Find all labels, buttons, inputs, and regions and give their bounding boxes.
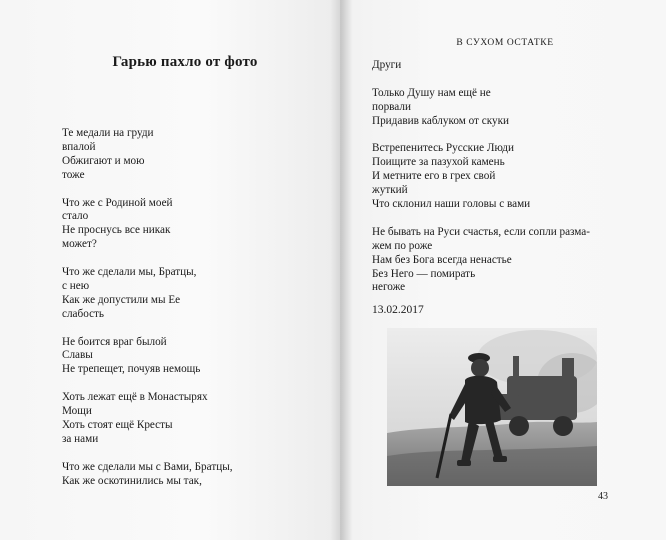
soldier-photo (387, 328, 597, 486)
stanza (62, 197, 322, 253)
poem-line: Славы (62, 349, 93, 362)
poem-line: Как же оскотинились мы так, (62, 474, 202, 487)
stanza (372, 226, 612, 296)
left-poem-body (62, 127, 322, 502)
poem-line: слабость (62, 307, 105, 320)
poem-line: Обжигают и мою (62, 154, 145, 167)
poem-line: Что же сделали мы, Братцы, (62, 266, 197, 279)
poem-title: Гарью пахло от фото (112, 54, 258, 70)
poem-line: Только Душу нам ещё не (372, 86, 491, 99)
page-number: 43 (598, 491, 608, 502)
stanza (62, 266, 322, 322)
stanza (62, 391, 322, 447)
running-head: В СУХОМ ОСТАТКЕ (456, 38, 554, 48)
book-gutter (330, 0, 352, 540)
poem-line: впалой (62, 140, 96, 153)
poem-line: негоже (372, 281, 406, 294)
poem-line: Мощи (62, 405, 92, 418)
right-poem-body (372, 59, 612, 309)
poem-line: Что склонил наши головы с вами (372, 198, 531, 211)
soldier-photo-image (387, 328, 597, 486)
poem-line: с нею (62, 279, 90, 292)
poem-line: Без Него — помирать (372, 267, 476, 280)
poem-line: И метните его в грех свой (372, 170, 496, 183)
poem-line: Как же допустили мы Ее (62, 293, 181, 306)
poem-line: Не проснусь все никак (62, 224, 171, 237)
poem-line: Придавив каблуком от скуки (372, 114, 510, 127)
stanza (62, 127, 322, 183)
poem-line: Что же с Родиной моей (62, 196, 173, 209)
poem-line: Что же сделали мы с Вами, Братцы, (62, 460, 233, 473)
poem-line: Нам без Бога всегда ненастье (372, 253, 512, 266)
poem-line: может? (62, 238, 97, 251)
poem-line: стало (62, 210, 89, 223)
poem-line: жуткий (372, 184, 408, 197)
poem-line: жем по роже (372, 239, 433, 252)
poem-line: порвали (372, 100, 411, 113)
stanza (62, 336, 322, 378)
poem-line: Хоть лежат ещё в Монастырях (62, 391, 208, 404)
poem-line: Хоть стоят ещё Кресты (62, 418, 173, 431)
poem-line: Встрепенитесь Русские Люди (372, 142, 514, 155)
poem-line: тоже (62, 168, 85, 181)
poem-line: Поищите за пазухой камень (372, 156, 505, 169)
stanza (372, 59, 612, 73)
poem-line: Те медали на груди (62, 127, 154, 139)
stanza (62, 461, 322, 489)
poem-line: Не трепещет, почуяв немощь (62, 363, 201, 376)
poem-date: 13.02.2017 (372, 304, 424, 316)
poem-line: Други (372, 59, 402, 71)
poem-line: Не бывать на Руси счастья, если сопли разма- (372, 225, 590, 238)
stanza (372, 87, 612, 129)
stanza (372, 142, 612, 212)
poem-line: за нами (62, 432, 99, 445)
poem-line: Не боится враг былой (62, 335, 167, 348)
